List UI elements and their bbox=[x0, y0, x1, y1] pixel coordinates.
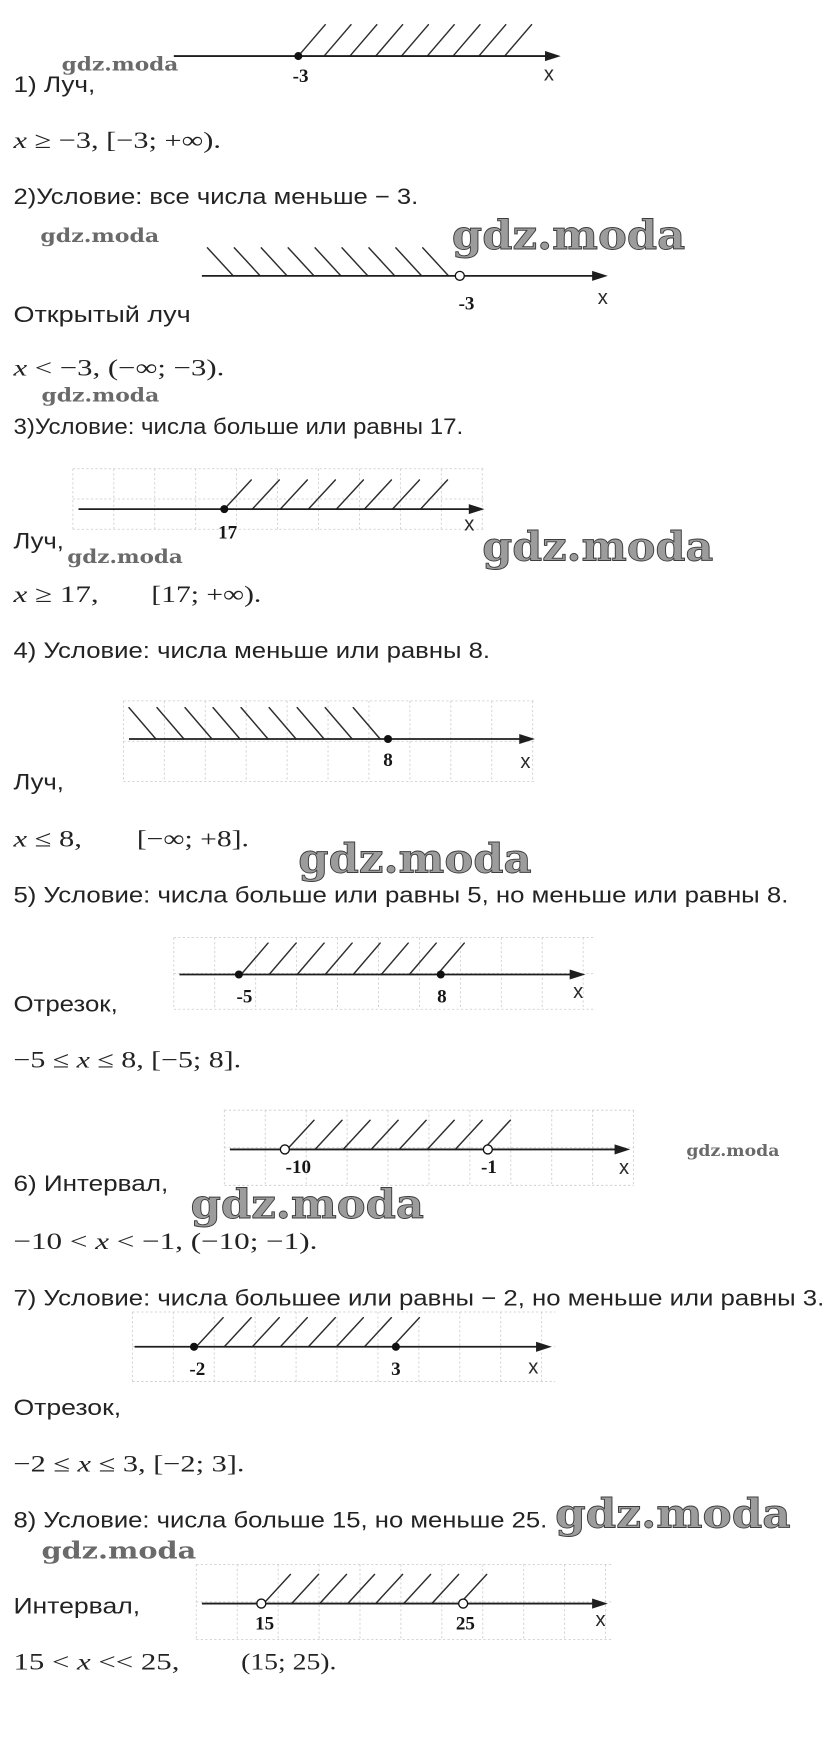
shading bbox=[287, 1120, 510, 1149]
number-line-4 bbox=[123, 701, 536, 782]
tick-label: -3 bbox=[458, 293, 475, 315]
hatch-line bbox=[353, 943, 380, 974]
hatch-line bbox=[376, 1574, 403, 1603]
variable-x: x bbox=[77, 1649, 88, 1676]
axis-label-x: x bbox=[597, 286, 608, 309]
hatch-line bbox=[393, 1318, 420, 1347]
problem-8-condition: 8) Условие: числа больше 15, но меньше 25. bbox=[13, 1507, 548, 1533]
hatch-line bbox=[453, 25, 480, 56]
problem-3-kind: Луч, bbox=[13, 528, 64, 554]
axis-arrow bbox=[545, 51, 561, 61]
hatch-line bbox=[423, 248, 449, 276]
problem-3-condition: 3)Условие: числа больше или равны 17. bbox=[13, 413, 464, 439]
hatch-line bbox=[421, 480, 448, 509]
hatch-line bbox=[261, 248, 287, 276]
answer-pre: −2 ≤ bbox=[13, 1451, 64, 1478]
hatch-line bbox=[129, 708, 156, 739]
closed-point bbox=[190, 1343, 198, 1351]
hatch-line bbox=[455, 1120, 482, 1149]
number-line-5 bbox=[174, 937, 595, 1009]
answer-rest: ≤ 3, [−2; 3]. bbox=[91, 1451, 211, 1478]
variable-x: x bbox=[76, 1047, 88, 1074]
tick-label: 17 bbox=[218, 522, 238, 544]
open-point bbox=[455, 271, 464, 280]
problem-2-kind: Открытый луч bbox=[13, 301, 191, 327]
problem-5-answer bbox=[13, 1048, 241, 1074]
answer-rest: < −1, (−10; −1). bbox=[109, 1229, 267, 1256]
hatch-line bbox=[432, 1574, 459, 1603]
hatch-line bbox=[396, 248, 422, 276]
watermark: gdz.moda bbox=[41, 384, 160, 407]
closed-point bbox=[294, 52, 302, 60]
hatch-line bbox=[252, 1318, 279, 1347]
hatch-line bbox=[224, 480, 251, 509]
hatch-line bbox=[287, 1120, 314, 1149]
hatch-line bbox=[401, 25, 428, 56]
hatch-line bbox=[364, 480, 391, 509]
hatch-line bbox=[324, 25, 351, 56]
hatch-line bbox=[269, 708, 296, 739]
shading bbox=[264, 1574, 487, 1603]
hatch-line bbox=[241, 943, 268, 974]
hatch-line bbox=[427, 25, 454, 56]
hatch-line bbox=[297, 708, 324, 739]
problem-8-kind: Интервал, bbox=[13, 1593, 141, 1619]
open-point bbox=[483, 1145, 492, 1154]
variable-x: x bbox=[13, 582, 24, 609]
problem-1-answer bbox=[12, 128, 221, 154]
watermark: gdz.moda bbox=[61, 53, 179, 76]
hatch-line bbox=[298, 25, 325, 56]
answer-pre: −5 ≤ bbox=[13, 1047, 64, 1074]
variable-x: x bbox=[77, 1451, 89, 1478]
problem-7-condition: 7) Условие: числа большее или равны − 2, но меньше или равны 3. bbox=[13, 1285, 825, 1311]
hatch-line bbox=[409, 943, 436, 974]
axis-label-x: x bbox=[573, 981, 584, 1004]
open-point bbox=[459, 1599, 468, 1608]
number-line-7 bbox=[132, 1312, 555, 1382]
tick-label: 8 bbox=[437, 986, 447, 1008]
axis-arrow bbox=[592, 271, 608, 281]
problem-8-inequality bbox=[13, 1650, 179, 1676]
watermark: gdz.moda bbox=[40, 225, 160, 248]
axis-label-x: x bbox=[464, 513, 475, 536]
variable-x: x bbox=[13, 826, 24, 853]
hatch-line bbox=[157, 708, 184, 739]
hatch-line bbox=[269, 943, 296, 974]
shading bbox=[207, 248, 448, 276]
hatch-line bbox=[320, 1574, 347, 1603]
closed-point bbox=[235, 970, 243, 978]
shading bbox=[224, 480, 447, 509]
hatch-line bbox=[342, 248, 368, 276]
hatch-line bbox=[280, 480, 307, 509]
answer-rest: ≥ −3, [−3; +∞). bbox=[26, 128, 178, 155]
problem-3-interval: [17; +∞). bbox=[151, 582, 262, 609]
hatch-line bbox=[213, 708, 240, 739]
hatch-line bbox=[404, 1574, 431, 1603]
shading bbox=[196, 1318, 419, 1347]
watermarks bbox=[40, 54, 790, 1565]
open-point bbox=[257, 1599, 266, 1608]
problem-4-inequality bbox=[12, 827, 82, 853]
axis-arrow bbox=[536, 1342, 552, 1352]
problem-3-inequality bbox=[12, 582, 99, 608]
number-line-6 bbox=[224, 1110, 633, 1185]
tick-label: -5 bbox=[236, 986, 253, 1008]
watermark: gdz.moda bbox=[298, 834, 532, 883]
hatch-line bbox=[369, 248, 395, 276]
axis-label-x: x bbox=[595, 1609, 606, 1632]
tick-label: -10 bbox=[285, 1156, 312, 1178]
closed-point bbox=[392, 1343, 400, 1351]
hatch-line bbox=[399, 1120, 426, 1149]
hatch-line bbox=[315, 1120, 342, 1149]
variable-x: x bbox=[13, 128, 24, 155]
axis-label-x: x bbox=[619, 1157, 630, 1180]
axis-label-x: x bbox=[520, 751, 531, 774]
tick-label: 25 bbox=[455, 1613, 475, 1635]
grid bbox=[73, 469, 485, 530]
problem-2-answer bbox=[12, 356, 224, 382]
hatch-line bbox=[297, 943, 324, 974]
problem-4-interval: [−∞; +8]. bbox=[136, 826, 249, 853]
number-line-8 bbox=[196, 1564, 611, 1639]
tick-label: -3 bbox=[292, 65, 309, 87]
hatch-line bbox=[185, 708, 212, 739]
axis-label-x: x bbox=[543, 63, 555, 86]
hatch-line bbox=[224, 1318, 251, 1347]
shading bbox=[241, 943, 464, 974]
hatch-line bbox=[353, 708, 380, 739]
number-line-3 bbox=[73, 469, 485, 544]
hatch-line bbox=[376, 25, 403, 56]
problem-1-kind: 1) Луч, bbox=[13, 71, 96, 97]
hatch-line bbox=[308, 1318, 335, 1347]
hatch-line bbox=[234, 248, 260, 276]
tick-label: -2 bbox=[189, 1358, 206, 1380]
inequality-rest: ≥ 17, bbox=[27, 582, 82, 609]
watermark: gdz.moda bbox=[190, 1179, 424, 1228]
problem-8-interval: (15; 25). bbox=[241, 1649, 337, 1676]
problem-4-condition: 4) Условие: числа меньше или равны 8. bbox=[13, 638, 491, 664]
variable-x: x bbox=[95, 1229, 106, 1256]
axis-label-x: x bbox=[528, 1356, 539, 1379]
inequality-rest: << 25, bbox=[90, 1649, 159, 1676]
hatch-line bbox=[325, 708, 352, 739]
axis-arrow bbox=[592, 1599, 608, 1609]
hatch-line bbox=[348, 1574, 375, 1603]
hatch-line bbox=[292, 1574, 319, 1603]
hatch-line bbox=[207, 248, 233, 276]
problem-7-answer bbox=[13, 1451, 244, 1477]
problem-5-condition: 5) Условие: числа больше или равны 5, но меньше или равны 8. bbox=[13, 882, 789, 908]
watermark: gdz.moda bbox=[555, 1489, 791, 1538]
problem-4-kind: Луч, bbox=[13, 769, 64, 795]
hatch-line bbox=[315, 248, 341, 276]
hatch-line bbox=[479, 25, 506, 56]
answer-pre: −10 < bbox=[13, 1229, 76, 1256]
hatch-line bbox=[336, 1318, 363, 1347]
inequality-rest: ≤ 8, bbox=[27, 826, 70, 853]
problem-6-answer bbox=[13, 1229, 317, 1255]
hatch-line bbox=[427, 1120, 454, 1149]
tick-label: 3 bbox=[391, 1358, 401, 1380]
problem-5-kind: Отрезок, bbox=[13, 991, 118, 1017]
closed-point bbox=[384, 735, 392, 743]
watermark: gdz.moda bbox=[67, 545, 183, 568]
shading bbox=[129, 708, 380, 739]
hatch-line bbox=[350, 25, 377, 56]
shading bbox=[298, 25, 531, 56]
problem-7-kind: Отрезок, bbox=[13, 1395, 122, 1421]
watermark: gdz.moda bbox=[41, 1536, 197, 1565]
watermark: gdz.moda bbox=[686, 1141, 780, 1161]
closed-point bbox=[437, 970, 445, 978]
open-point bbox=[280, 1145, 289, 1154]
hatch-line bbox=[241, 708, 268, 739]
hatch-line bbox=[393, 480, 420, 509]
watermark: gdz.moda bbox=[482, 522, 714, 571]
watermark: gdz.moda bbox=[451, 210, 686, 259]
hatch-line bbox=[280, 1318, 307, 1347]
hatch-line bbox=[371, 1120, 398, 1149]
hatch-line bbox=[381, 943, 408, 974]
hatch-line bbox=[288, 248, 314, 276]
axis-arrow bbox=[615, 1144, 631, 1154]
answer-rest: ≤ 8, [−5; 8]. bbox=[89, 1047, 209, 1074]
problem-2-condition: 2)Условие: все числа меньше − 3. bbox=[13, 184, 419, 210]
tick-label: 15 bbox=[255, 1613, 275, 1635]
inequality-pre: 15 < bbox=[13, 1649, 63, 1676]
answer-rest: < −3, (−∞; −3). bbox=[27, 355, 179, 382]
hatch-line bbox=[252, 480, 279, 509]
hatch-line bbox=[264, 1574, 291, 1603]
tick-label: -1 bbox=[481, 1156, 497, 1178]
number-line-1 bbox=[174, 25, 561, 87]
closed-point bbox=[220, 505, 228, 513]
variable-x: x bbox=[13, 355, 24, 382]
tick-label: 8 bbox=[383, 749, 393, 771]
problem-6-kind: 6) Интервал, bbox=[13, 1170, 169, 1196]
hatch-line bbox=[505, 25, 532, 56]
hatch-line bbox=[308, 480, 335, 509]
hatch-line bbox=[325, 943, 352, 974]
hatch-line bbox=[196, 1318, 223, 1347]
